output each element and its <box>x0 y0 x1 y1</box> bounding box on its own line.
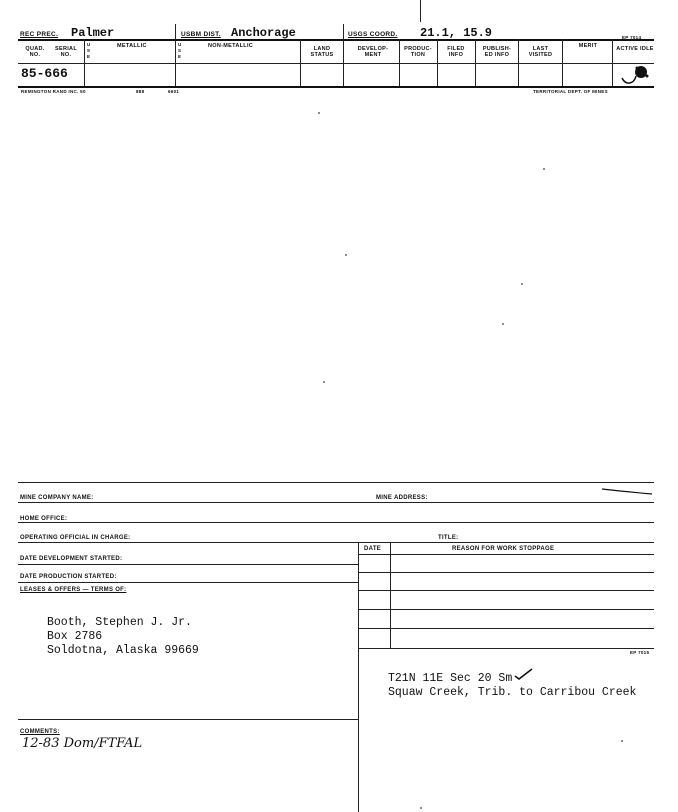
mine-address-label: MINE ADDRESS: <box>376 495 428 501</box>
location-township: T21N 11E Sec 20 Sm <box>388 672 513 685</box>
use-label-metallic: U S E <box>87 42 91 59</box>
operating-official-label: OPERATING OFFICIAL IN CHARGE: <box>20 535 131 541</box>
usbm-dist-value: Anchorage <box>231 26 296 40</box>
top-label-rule <box>18 63 654 64</box>
use-label-non-metallic: U S E <box>178 42 182 59</box>
top-stroke <box>420 0 421 22</box>
last-visited-label: LAST VISITED <box>528 46 553 58</box>
land-status-label: LAND STATUS <box>310 46 334 58</box>
date-production-label: DATE PRODUCTION STARTED: <box>20 574 117 580</box>
owner-name: Booth, Stephen J. Jr. <box>47 616 192 629</box>
non-metallic-label: NON-METALLIC <box>208 43 254 49</box>
usgs-coord-value: 21.1, 15.9 <box>420 26 493 40</box>
active-idle-label: ACTIVE IDLE <box>616 46 654 52</box>
merit-label: MERIT <box>578 43 598 49</box>
production-label: PRODUC- TION <box>404 46 432 58</box>
date-development-label: DATE DEVELOPMENT STARTED: <box>20 556 123 562</box>
owner-box: Box 2786 <box>47 630 103 643</box>
rec-prec-value: Palmer <box>71 26 115 40</box>
owner-city: Soldotna, Alaska 99669 <box>47 644 199 657</box>
footer-code-a: 888 <box>136 89 145 94</box>
check-mark-icon <box>514 667 534 681</box>
home-office-label: HOME OFFICE: <box>20 516 68 522</box>
filed-info-label: FILED INFO <box>447 46 465 58</box>
metallic-label: METALLIC <box>117 43 147 49</box>
form-code-top: EP 7014 <box>622 35 642 40</box>
active-stamp-mark <box>618 64 652 86</box>
corner-pen-stroke <box>600 486 654 496</box>
published-info-label: PUBLISH- ED INFO <box>482 46 512 58</box>
mine-company-label: MINE COMPANY NAME: <box>20 495 94 501</box>
title-label: TITLE: <box>438 535 459 541</box>
quad-value: 85-666 <box>21 66 68 81</box>
rec-prec-label: REC PREC. <box>20 31 59 38</box>
footer-code-b: 6601 <box>168 89 180 94</box>
usbm-dist-label: USBM DIST. <box>181 31 221 38</box>
footer-right: TERRITORIAL DEPT. OF MINES <box>533 89 608 94</box>
date-label: DATE <box>364 546 382 552</box>
location-creek: Squaw Creek, Trib. to Carribou Creek <box>388 686 637 699</box>
quad-no-label: QUAD. NO. <box>25 46 45 58</box>
form-code-bottom: EP 7015 <box>630 650 650 655</box>
comments-label: COMMENTS: <box>20 729 60 735</box>
footer-left: REMINGTON RAND INC. 50 <box>21 89 86 94</box>
leases-offers-label: LEASES & OFFERS — TERMS OF: <box>20 587 127 593</box>
development-label: DEVELOP- MENT <box>357 46 389 58</box>
serial-no-label: SERIAL NO. <box>55 46 77 58</box>
reason-label: REASON FOR WORK STOPPAGE <box>452 546 555 552</box>
usgs-coord-label: USGS COORD. <box>348 31 398 38</box>
comments-value: 12-83 Dom/FTFAL <box>22 736 143 751</box>
top-bottom-rule <box>18 86 654 88</box>
